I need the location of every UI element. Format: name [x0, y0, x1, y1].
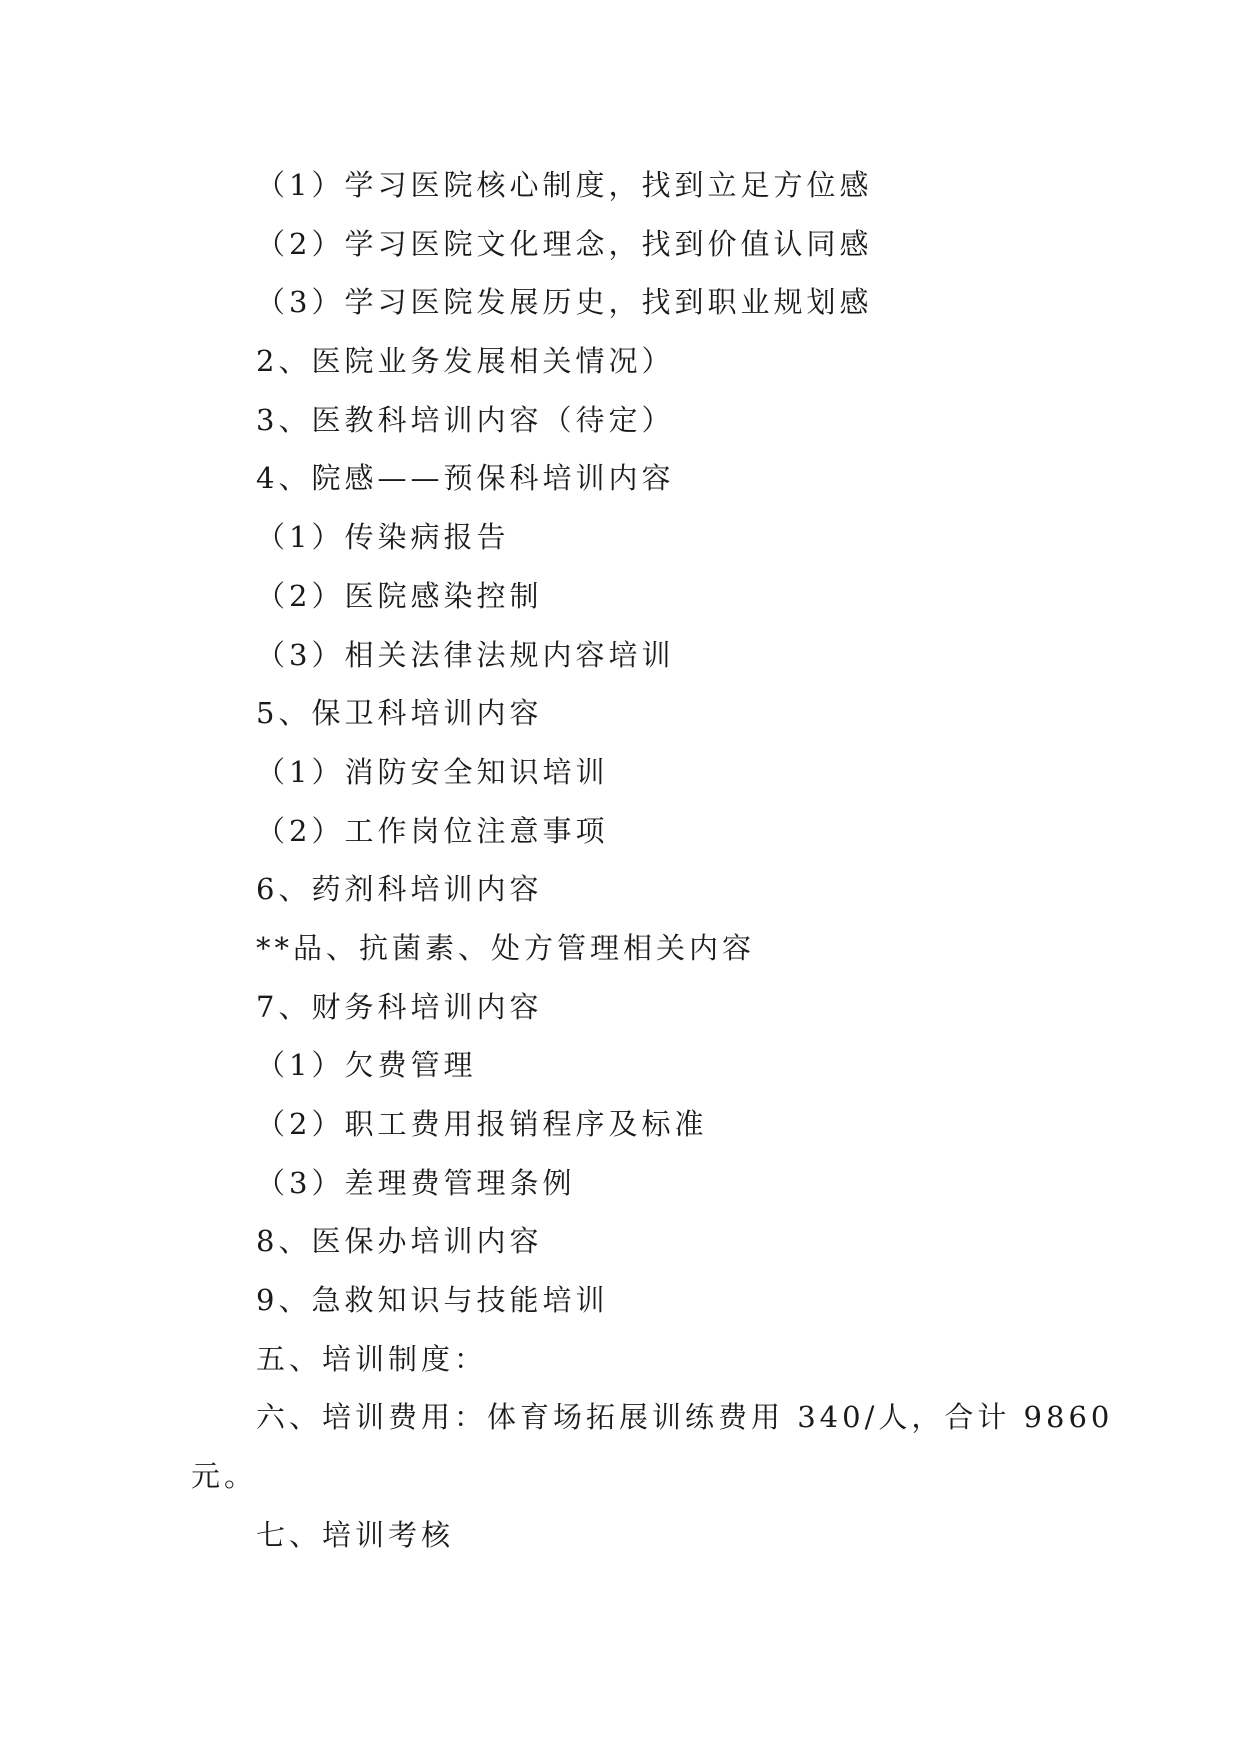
section-heading: 七、培训考核 [256, 1517, 455, 1552]
numbered-item: 2、医院业务发展相关情况） [256, 344, 675, 379]
sub-item: （2）医院感染控制 [256, 578, 543, 613]
section-heading: 五、培训制度： [256, 1341, 488, 1376]
sub-item: （2）职工费用报销程序及标准 [256, 1107, 708, 1141]
sub-item: （3）差理费管理条例 [256, 1165, 576, 1200]
sub-item: （2）学习医院文化理念，找到价值认同感 [256, 226, 873, 261]
numbered-item: 3、医教科培训内容（待定） [256, 402, 675, 437]
section-heading: 六、培训费用：体育场拓展训练费用 340/人，合计 9860 [256, 1400, 1114, 1435]
sub-item: （1）消防安全知识培训 [256, 754, 609, 789]
numbered-item: 6、药剂科培训内容 [256, 872, 543, 907]
numbered-item: 9、急救知识与技能培训 [256, 1283, 609, 1318]
numbered-item: 4、院感——预保科培训内容 [256, 461, 675, 496]
paragraph-continuation: 元。 [191, 1459, 258, 1494]
sub-item: （1）欠费管理 [256, 1048, 477, 1083]
item-detail: **品、抗菌素、处方管理相关内容 [256, 930, 756, 965]
numbered-item: 8、医保办培训内容 [256, 1224, 543, 1259]
numbered-item: 5、保卫科培训内容 [256, 696, 543, 731]
numbered-item: 7、财务科培训内容 [256, 989, 543, 1024]
sub-item: （1）传染病报告 [256, 520, 510, 555]
document-body [191, 156, 1191, 1565]
sub-item: （2）工作岗位注意事项 [256, 813, 609, 848]
sub-item: （3）学习医院发展历史，找到职业规划感 [256, 285, 873, 320]
sub-item: （1）学习医院核心制度，找到立足方位感 [256, 168, 873, 202]
sub-item: （3）相关法律法规内容培训 [256, 637, 675, 672]
